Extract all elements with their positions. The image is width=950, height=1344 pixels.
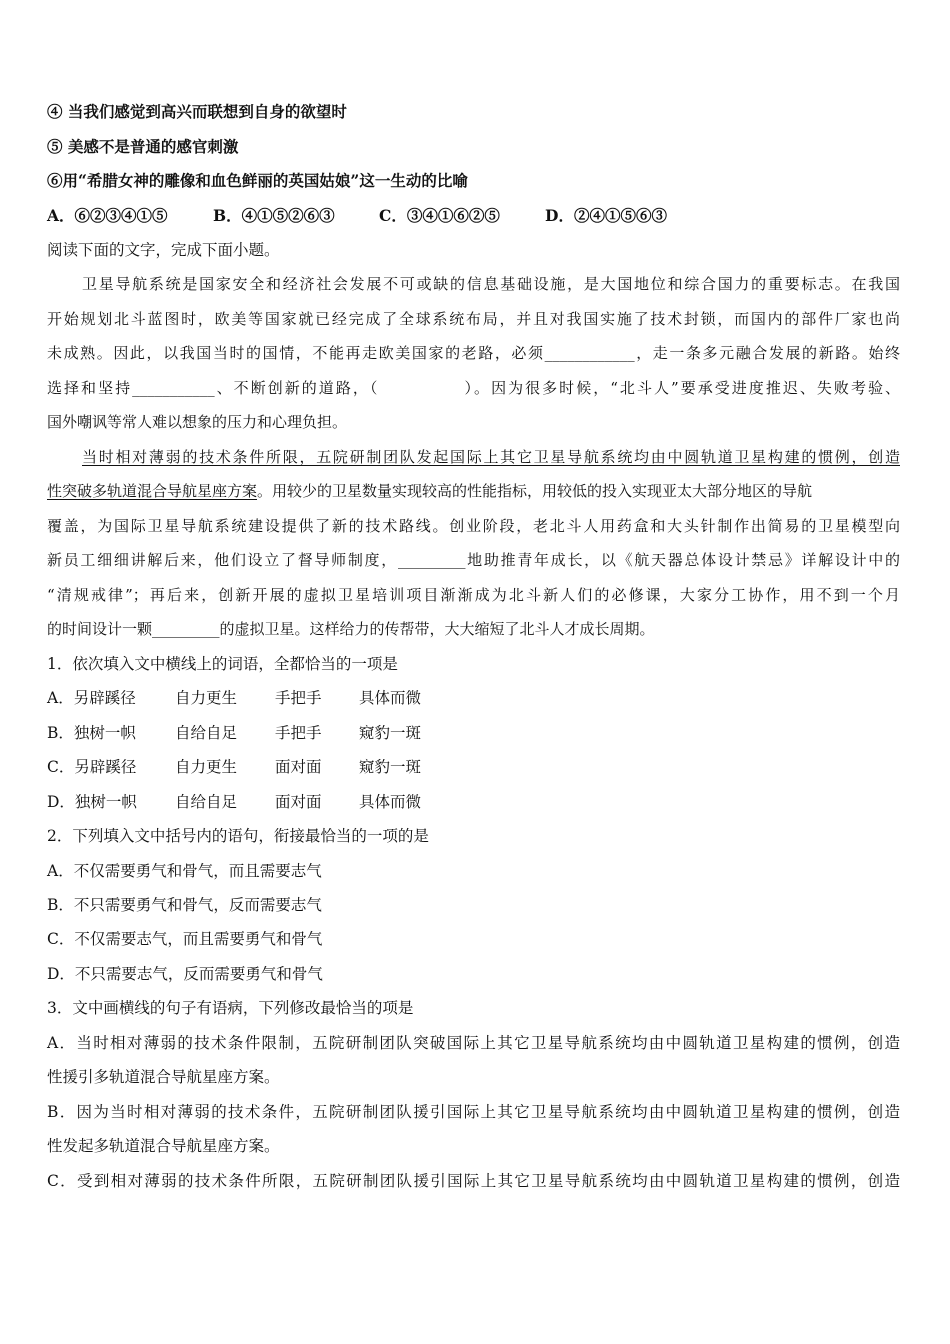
passage-line: 选择和坚持___________、不断创新的道路，（ ）。因为很多时候，“北斗人”要承受进度推迟、失败考验、: [47, 379, 900, 397]
option-a: A．⑥②③④①⑤: [47, 206, 168, 225]
passage-line: [47, 481, 900, 501]
passage-line: 未成熟。因此，以我国当时的国情，不能再走欧美国家的老路，必须____________，走一条多元融合发展的新路。始终: [47, 344, 900, 362]
q3-option-c: C．受到相对薄弱的技术条件所限，五院研制团队援引国际上其它卫星导航系统均由中圆轨道卫星构建的惯例，创造: [47, 1172, 900, 1190]
option-c: C．③④①⑥②⑤: [379, 206, 500, 225]
q3-option-b-cont: 性发起多轨道混合导航星座方案。: [47, 1137, 280, 1155]
question-3-stem: 3．文中画横线的句子有语病，下列修改最恰当的项是: [47, 999, 414, 1017]
passage-line: 卫星导航系统是国家安全和经济社会发展不可或缺的信息基础设施，是大国地位和综合国力的重要标志。在我国: [82, 275, 900, 293]
q3-option-a-cont: 性援引多轨道混合导航星座方案。: [47, 1068, 280, 1086]
question-2-stem: 2．下列填入文中括号内的语句，衔接最恰当的一项的是: [47, 827, 429, 845]
passage-line: 覆盖，为国际卫星导航系统建设提供了新的技术路线。创业阶段，老北斗人用药盒和大头针制作出简易的卫星模型向: [47, 517, 900, 535]
sequence-item-6: ⑥用“希腊女神的雕像和血色鲜丽的英国姑娘”这一生动的比喻: [47, 171, 468, 190]
q1-option-c: C．另辟蹊径 自力更生 面对面 窥豹一斑: [47, 758, 422, 776]
q3-option-b: B．因为当时相对薄弱的技术条件，五院研制团队援引国际上其它卫星导航系统均由中圆轨道卫星构建的惯例，创造: [47, 1103, 900, 1121]
underlined-sentence-end: 性突破多轨道混合导航星座方案: [47, 482, 258, 500]
reading-instruction: 阅读下面的文字，完成下面小题。: [47, 241, 280, 259]
q1-option-a: A．另辟蹊径 自力更生 手把手 具体而微: [47, 689, 422, 707]
passage-line: 国外嘲讽等常人难以想象的压力和心理负担。: [47, 413, 348, 431]
q3-option-a: A．当时相对薄弱的技术条件限制，五院研制团队突破国际上其它卫星导航系统均由中圆轨道卫星构建的惯例，创造: [47, 1034, 900, 1052]
q2-option-d: D．不只需要志气，反而需要勇气和骨气: [47, 965, 323, 983]
passage-line: 的时间设计一颗_________的虚拟卫星。这样给力的传帮带，大大缩短了北斗人才成长周期。: [47, 620, 655, 638]
passage-line: 开始规划北斗蓝图时，欧美等国家就已经完成了全球系统布局，并且对我国实施了技术封锁，而国内的部件厂家也尚: [47, 310, 900, 328]
q2-option-a: A．不仅需要勇气和骨气，而且需要志气: [47, 862, 322, 880]
sequence-options: [47, 206, 667, 226]
passage-line: 新员工细细讲解后来，他们设立了督导师制度，_________地助推青年成长，以《航天器总体设计禁忌》详解设计中的: [47, 551, 900, 569]
q1-option-d: D．独树一帜 自给自足 面对面 具体而微: [47, 793, 422, 811]
passage-tail: 。用较少的卫星数量实现较高的性能指标，用较低的投入实现亚太大部分地区的导航: [257, 482, 813, 500]
q2-option-b: B．不只需要勇气和骨气，反而需要志气: [47, 896, 322, 914]
option-d: D．②④①⑤⑥③: [545, 206, 667, 225]
question-1-stem: 1．依次填入文中横线上的词语，全都恰当的一项是: [47, 655, 398, 673]
sequence-item-4: ④ 当我们感觉到高兴而联想到自身的欲望时: [47, 102, 347, 121]
q2-option-c: C．不仅需要志气，而且需要勇气和骨气: [47, 930, 323, 948]
sequence-item-5: ⑤ 美感不是普通的感官刺激: [47, 137, 239, 156]
q1-option-b: B．独树一帜 自给自足 手把手 窥豹一斑: [47, 724, 422, 742]
option-b: B．④①⑤②⑥③: [213, 206, 335, 225]
passage-line: “清规戒律”；再后来，创新开展的虚拟卫星培训项目渐渐成为北斗新人们的必修课，大家分工协作，用不到一个月: [47, 586, 900, 604]
underlined-sentence: 当时相对薄弱的技术条件所限，五院研制团队发起国际上其它卫星导航系统均由中圆轨道卫星构建的惯例，创造: [82, 448, 900, 466]
